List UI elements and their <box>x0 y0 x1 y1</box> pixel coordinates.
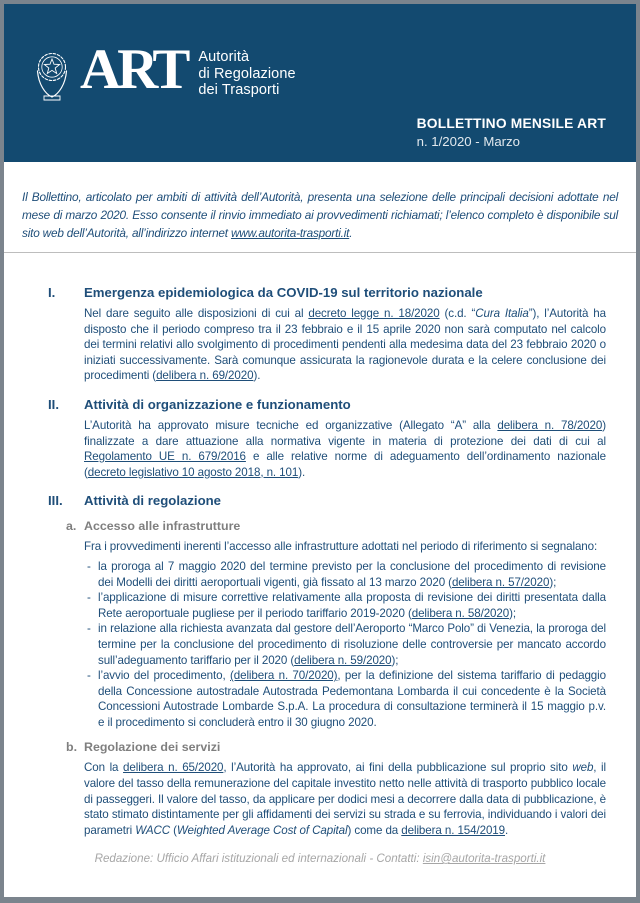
section-heading <box>48 396 606 413</box>
inline-link[interactable]: Regolamento UE n. 679/2016 <box>84 450 246 464</box>
tagline-line-3: dei Trasporti <box>198 82 280 98</box>
text-segment: Nel dare seguito alle disposizioni di cui al <box>84 307 309 320</box>
bullet-item <box>84 590 606 621</box>
text-segment: Cura Italia <box>475 307 529 320</box>
paragraph <box>84 306 606 384</box>
text-segment: ”), l’Autorità ha disposto che il periodo compreso tra il 23 febbraio e il 15 aprile 2020 non sarà computato nel calcolo dei termini relativi allo svolgimento di procedimenti pendenti alla medesima data del 23 febbraio 2020 o iniziati successivamente. Sarà comunque assicurata la ragionevole durata e la celere conclusione dei procedimenti ( <box>84 307 606 383</box>
inline-link[interactable]: decreto legge n. 18/2020 <box>308 307 440 320</box>
subsection-title: Regolazione dei servizi <box>84 740 221 755</box>
bullet-text <box>98 559 606 590</box>
text-segment: in relazione alla richiesta avanzata dal gestore dell’Aeroporto “Marco Polo” di Venezia, la proroga del termine per la conclusione del procedimento di risoluzione delle controversie per mancato accordo sull’adeguamento tariffario per il 2020 ( <box>98 622 606 667</box>
text-segment: Redazione: Ufficio Affari istituzionali ed internazionali - Contatti: <box>94 852 423 865</box>
section-numeral: I. <box>48 285 56 300</box>
text-segment: Con la <box>84 761 124 775</box>
text-segment: L’Autorità ha approvato misure tecniche ed organizzative (Allegato “A” alla <box>84 418 498 432</box>
section-body <box>84 306 606 384</box>
dash-marker: - <box>87 559 91 573</box>
inline-link[interactable]: isin@autorita-trasporti.it <box>422 852 546 865</box>
text-segment: ). <box>298 465 306 479</box>
section-organization <box>48 396 606 480</box>
art-logo <box>30 38 296 104</box>
paragraph <box>84 418 606 480</box>
intro-paragraph <box>22 188 618 242</box>
paragraph <box>84 760 606 838</box>
inline-link[interactable]: delibera n. 69/2020 <box>156 369 254 383</box>
dash-marker: - <box>87 622 91 636</box>
text-segment: ); <box>391 653 399 667</box>
text-segment: Fra i provvedimenti inerenti l’accesso alle infrastrutture adottati nel periodo di riferimento si segnalano: <box>84 540 598 554</box>
inline-link[interactable]: delibera n. 57/2020 <box>451 575 550 589</box>
section-title: Emergenza epidemiologica da COVID-19 sul territorio nazionale <box>84 285 483 300</box>
text-segment: ). <box>253 369 261 383</box>
text-segment: Il Bollettino, articolato per ambiti di attività dell’Autorità, presenta una selezione delle principali decisioni adottate nel mese di marzo 2020. Esso consente il rinvio immediato ai provvedimenti richiamati; l’elenco completo è disponibile sul sito web dell’Autorità, all’indirizzo internet <box>22 190 618 240</box>
header-band <box>4 4 636 162</box>
bullet-item <box>84 621 606 668</box>
subsection-heading <box>66 739 606 755</box>
text-segment: Weighted Average Cost of Capital <box>176 823 348 837</box>
text-segment: (c.d. “ <box>439 307 476 320</box>
section-covid-emergency <box>48 284 606 384</box>
section-regulation <box>48 492 606 838</box>
section-title: Attività di regolazione <box>84 493 222 509</box>
text-segment: , per la definizione del sistema tariffario di pedaggio della Concessione autostradale Autostrada Pedemontana Lombarda il cui concedente è la Società Concessioni Autostrade Lombarde S.p.A. La procedura di consultazione terminerà il 15 maggio p.v. e il procedimento si concluderà entro il 30 giugno 2020. <box>98 669 606 729</box>
inline-link[interactable]: www.autorita-trasporti.it <box>230 226 350 240</box>
subsection-services-regulation <box>48 739 606 838</box>
text-segment: WACC <box>135 823 171 837</box>
bullet-text <box>98 590 606 621</box>
tagline-line-1: Autorità <box>198 49 250 65</box>
subsection-body <box>84 760 606 838</box>
bulletin-info <box>417 116 606 149</box>
text-segment: e alle relative norme di adeguamento dell’ordinamento nazionale ( <box>84 450 606 479</box>
text-segment: , l’Autorità ha approvato, ai fini della pubblicazione sul proprio sito <box>223 761 573 775</box>
subsection-letter: b. <box>66 740 78 755</box>
paragraph <box>84 539 606 555</box>
text-segment: . <box>505 823 509 837</box>
inline-link[interactable]: delibera n. 59/2020 <box>294 653 392 667</box>
art-tagline <box>198 49 295 99</box>
dash-marker: - <box>87 591 91 605</box>
bullet-text <box>98 668 606 730</box>
art-wordmark: ART <box>80 38 187 101</box>
document-body <box>4 253 636 838</box>
bulletin-page <box>4 4 636 897</box>
subsection-letter: a. <box>66 519 77 534</box>
text-segment: , il valore del tasso della remunerazione del capitale investito netto nelle attività di trasporto pubblico locale di passeggeri. Il valore del tasso, da applicare per dodici mesi a decorrere dalla data di pubblicazione, è stato stimato distintamente per gli affidamenti dei servizi su strada e su ferrovia, individuando i valori dei parametri <box>84 761 606 837</box>
dash-marker: - <box>87 669 91 683</box>
bullet-item <box>84 559 606 590</box>
bulletin-title: BOLLETTINO MENSILE ART <box>416 116 606 131</box>
text-segment: l’applicazione di misure correttive relativamente alla proposta di revisione dei diritti presentata dalla Rete aeroportuale pugliese per il periodo tariffario 2019-2020 ( <box>98 591 606 620</box>
text-segment: ) finalizzate a dare attuazione alla normativa vigente in materia di protezione dei dati di cui al <box>84 418 606 448</box>
subsection-heading <box>66 518 606 534</box>
text-segment: ); <box>509 606 516 620</box>
inline-link[interactable]: delibera n. 154/2019 <box>401 823 506 837</box>
bullet-list <box>84 559 606 731</box>
inline-link[interactable]: delibera n. 65/2020 <box>123 761 224 775</box>
inline-link[interactable]: decreto legislativo 10 agosto 2018, n. 101 <box>87 465 299 479</box>
subsection-body <box>84 539 606 730</box>
section-heading <box>48 492 606 509</box>
text-segment: ( <box>170 823 177 837</box>
text-segment: la proroga al 7 maggio 2020 del termine previsto per la conclusione del procedimento di revisione dei Modelli dei diritti aeroportuali vigenti, già fissato al 13 marzo 2020 ( <box>98 559 606 589</box>
footer-credits <box>4 852 636 865</box>
inline-link[interactable]: delibera n. 58/2020 <box>411 606 510 620</box>
italy-emblem-icon <box>30 46 74 104</box>
subsection-title: Accesso alle infrastrutture <box>84 519 241 534</box>
section-numeral: II. <box>48 396 59 412</box>
text-segment: ) come da <box>347 823 402 837</box>
section-numeral: III. <box>48 493 63 509</box>
bullet-text <box>98 621 606 668</box>
text-segment: web <box>572 761 594 775</box>
section-body <box>84 418 606 480</box>
section-title: Attività di organizzazione e funzionamento <box>84 396 351 412</box>
text-segment: . <box>349 226 353 240</box>
inline-link[interactable]: delibera n. 78/2020 <box>497 418 603 432</box>
subsection-infrastructure-access <box>48 518 606 730</box>
inline-link[interactable]: (delibera n. 70/2020) <box>230 669 338 683</box>
section-heading <box>48 284 606 301</box>
bullet-item <box>84 668 606 730</box>
text-segment: l’avvio del procedimento, <box>98 669 230 683</box>
tagline-line-2: di Regolazione <box>198 65 296 82</box>
bulletin-issue: n. 1/2020 - Marzo <box>416 134 520 149</box>
text-segment: ); <box>549 575 557 589</box>
